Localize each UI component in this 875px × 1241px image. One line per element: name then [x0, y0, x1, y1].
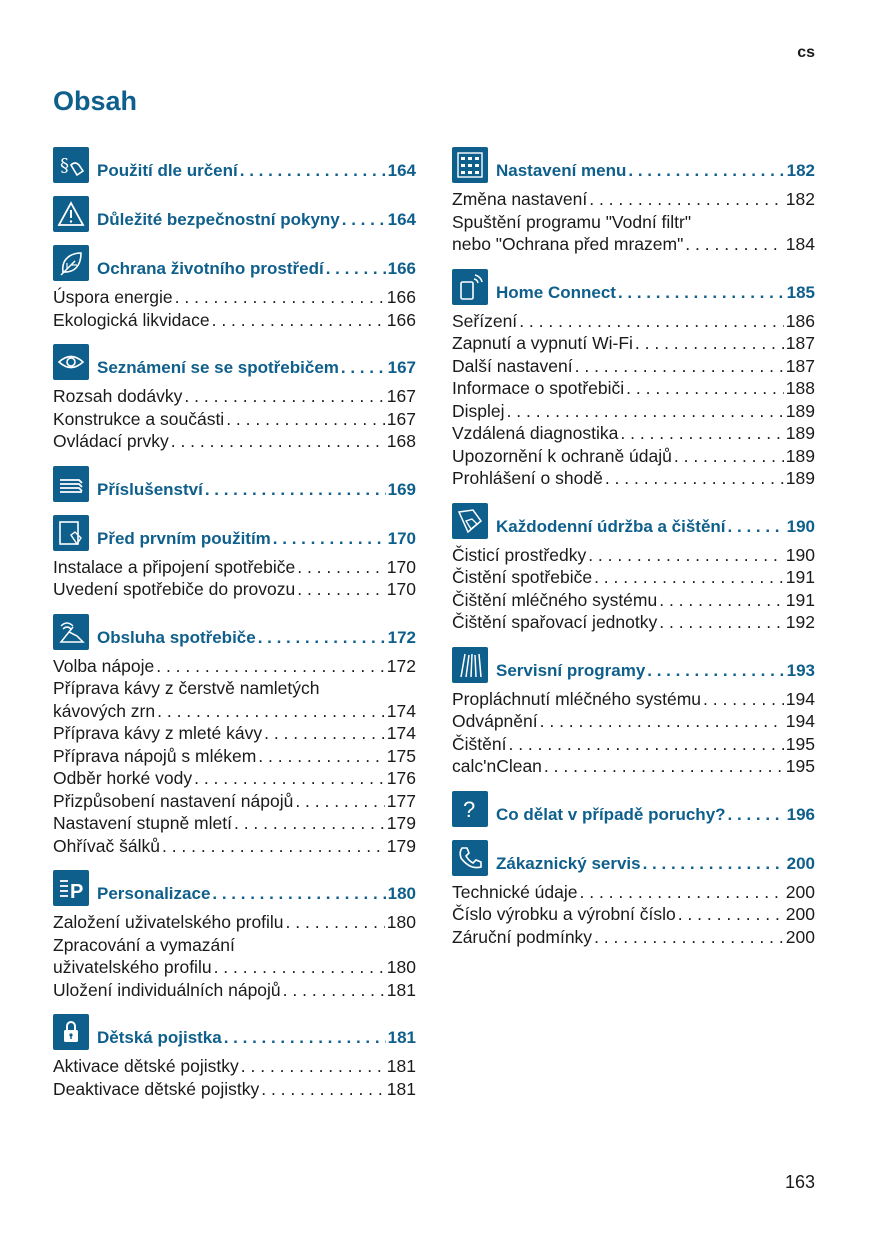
toc-entry[interactable] — [53, 578, 416, 601]
entry-page: 190 — [785, 544, 815, 565]
toc-entry[interactable] — [452, 188, 815, 211]
entry-page: 191 — [785, 589, 815, 610]
section-title: Použití dle určení — [97, 161, 238, 180]
entry-page: 167 — [386, 386, 416, 406]
manual-book-icon — [53, 515, 89, 551]
leader-dots — [194, 767, 385, 790]
entry-text-line: Příprava kávy z čerstvě namletých — [53, 678, 320, 698]
entry-text: Změna nastavení — [452, 189, 588, 209]
entry-page: 168 — [386, 431, 416, 451]
entry-text: Propláchnutí mléčného systému — [452, 688, 702, 709]
section-heading[interactable] — [53, 464, 416, 502]
entry-text: Čistění spotřebiče — [452, 567, 593, 587]
toc-entry[interactable] — [53, 408, 416, 431]
leader-dots — [261, 1078, 385, 1101]
leaf-icon — [53, 245, 89, 281]
leader-dots — [286, 911, 385, 934]
entry-page: 181 — [386, 1056, 416, 1076]
entry-text: Displej — [452, 400, 505, 421]
toc-section-kazdodenni-udrzba-a-cisteni — [452, 501, 815, 634]
toc-entry[interactable] — [452, 710, 815, 733]
section-heading[interactable] — [53, 513, 416, 551]
entry-text: Záruční podmínky — [452, 926, 593, 947]
entry-page: 166 — [386, 309, 416, 330]
entry-text: Upozornění k ochraně údajů — [452, 445, 672, 466]
entry-text: calc'nClean — [452, 756, 542, 776]
toc-entry[interactable] — [53, 309, 416, 332]
entry-text: Ovládací prvky — [53, 431, 169, 451]
entry-text: Aktivace dětské pojistky — [53, 1056, 239, 1076]
leader-dots — [184, 385, 384, 408]
leader-dots — [580, 881, 784, 904]
section-heading[interactable] — [452, 645, 815, 683]
section-heading[interactable] — [452, 838, 815, 876]
entry-page: 184 — [785, 234, 815, 254]
telephone-icon — [452, 840, 488, 876]
leader-dots — [157, 700, 385, 723]
section-title: Co dělat v případě poruchy? — [496, 804, 726, 824]
toc-entry[interactable] — [53, 911, 416, 934]
toc-entry[interactable] — [452, 611, 815, 634]
section-heading[interactable] — [53, 194, 416, 232]
leader-dots — [175, 286, 385, 309]
entry-text: Příprava nápojů s mlékem — [53, 745, 257, 766]
svg-text:?: ? — [463, 796, 476, 822]
entry-page: 194 — [785, 711, 815, 731]
toc-entry[interactable] — [452, 688, 815, 711]
section-title: Seznámení se se spotřebičem — [97, 358, 339, 377]
page-title: Obsah — [53, 86, 138, 116]
leader-dots — [258, 745, 385, 768]
leader-dots — [728, 805, 785, 825]
personalization-p-icon — [53, 870, 89, 906]
toc-entry[interactable] — [452, 926, 815, 949]
entry-page: 181 — [386, 979, 416, 1000]
entry-text: Založení uživatelského profilu — [53, 912, 284, 932]
toc-section-servisni-programy — [452, 645, 815, 778]
toc-section-pred-prvnim-pouzitim — [53, 513, 416, 601]
section-heading[interactable] — [452, 267, 815, 305]
entry-page: 194 — [785, 688, 815, 709]
entry-text: Čisticí prostředky — [452, 544, 587, 565]
leader-dots — [295, 790, 384, 813]
toc-section-seznameni-se-se-spotrebicem — [53, 342, 416, 453]
leader-dots — [326, 259, 386, 279]
entry-text: Odvápnění — [452, 711, 538, 731]
entry-page: 195 — [785, 756, 815, 776]
entry-page: 189 — [785, 445, 815, 466]
entry-page: 179 — [386, 835, 416, 856]
entry-page: 180 — [386, 912, 416, 932]
entry-page: 167 — [386, 408, 416, 429]
toc-entry[interactable] — [452, 881, 815, 904]
entry-page: 188 — [785, 378, 815, 398]
section-page: 190 — [786, 516, 815, 536]
leader-dots — [234, 812, 385, 835]
entry-page: 187 — [785, 333, 815, 353]
entry-page: 200 — [785, 904, 815, 924]
toc-right-column — [452, 145, 815, 959]
entry-text: Čištění spařovací jednotky — [452, 612, 658, 632]
section-page: 182 — [786, 161, 815, 180]
leader-dots — [544, 755, 784, 778]
section-heading[interactable] — [53, 1012, 416, 1050]
toc-section-pouziti-dle-urceni — [53, 145, 416, 183]
svg-text:P: P — [70, 881, 84, 902]
toc-entry[interactable] — [452, 332, 815, 355]
section-heading[interactable] — [53, 243, 416, 281]
toc-entry[interactable] — [53, 956, 416, 979]
section-title: Před prvním použitím — [97, 528, 271, 548]
section-page: 172 — [387, 627, 416, 647]
leader-dots — [241, 1055, 385, 1078]
toc-entry[interactable] — [53, 286, 416, 309]
entry-page: 174 — [386, 700, 416, 721]
leader-dots — [212, 309, 385, 332]
leader-dots — [273, 529, 386, 549]
leader-dots — [171, 430, 385, 453]
section-title: Personalizace — [97, 884, 211, 903]
entry-page: 189 — [785, 423, 815, 443]
entry-text: Deaktivace dětské pojistky — [53, 1078, 260, 1099]
entry-text: kávových zrn — [53, 700, 156, 721]
section-heading[interactable] — [452, 789, 815, 827]
toc-entry[interactable] — [53, 979, 416, 1002]
leader-dots — [162, 835, 385, 858]
eye-icon — [53, 344, 89, 380]
entry-text-line: Spuštění programu "Vodní filtr" — [452, 211, 692, 232]
toc-section-detska-pojistka — [53, 1012, 416, 1100]
leader-dots — [540, 710, 784, 733]
toc-entry[interactable] — [452, 310, 815, 333]
entry-text: Instalace a připojení spotřebiče — [53, 556, 296, 577]
entry-text: Ekologická likvidace — [53, 309, 210, 330]
leader-dots — [156, 655, 385, 678]
toc-section-ochrana-zivotniho-prostredi — [53, 243, 416, 331]
toc-entry[interactable] — [452, 445, 815, 468]
leader-dots — [519, 310, 784, 333]
leader-dots — [589, 188, 784, 211]
leader-dots — [240, 161, 386, 181]
entry-page: 187 — [785, 355, 815, 376]
entry-text: Příprava kávy z mleté kávy — [53, 723, 263, 743]
toc-entry[interactable] — [53, 655, 416, 678]
section-page: 167 — [387, 358, 416, 377]
entry-text: Informace o spotřebiči — [452, 378, 625, 398]
leader-dots — [594, 566, 784, 589]
entry-page: 195 — [785, 733, 815, 754]
section-title: Zákaznický servis — [496, 853, 641, 873]
toc-section-zakaznicky-servis — [452, 838, 815, 949]
entry-text: Úspora energie — [53, 287, 173, 307]
toc-section-nastaveni-menu — [452, 145, 815, 256]
entry-page: 170 — [386, 579, 416, 599]
leader-dots — [628, 161, 784, 181]
toc-entry[interactable] — [53, 790, 416, 813]
section-title: Nastavení menu — [496, 161, 627, 180]
language-code: cs — [797, 44, 815, 61]
section-page: 166 — [387, 259, 416, 278]
service-program-icon — [452, 647, 488, 683]
leader-dots — [575, 355, 784, 378]
leader-dots — [508, 733, 783, 756]
section-heading[interactable] — [53, 145, 416, 183]
entry-page: 182 — [785, 189, 815, 209]
toc-entry[interactable] — [452, 903, 815, 926]
leader-dots — [678, 903, 784, 926]
leader-dots — [258, 628, 386, 648]
leader-dots — [643, 854, 785, 874]
toc-entry[interactable] — [452, 544, 815, 567]
toc-section-home-connect — [452, 267, 815, 490]
section-page: 164 — [387, 210, 416, 229]
section-page: 170 — [387, 528, 416, 548]
question-mark-icon — [452, 791, 488, 827]
toc-entry[interactable] — [53, 812, 416, 835]
entry-text: Prohlášení o shodě — [452, 468, 603, 488]
toc-section-personalizace — [53, 868, 416, 1001]
padlock-icon — [53, 1014, 89, 1050]
menu-grid-icon — [452, 147, 488, 183]
section-page: 169 — [387, 479, 416, 499]
leader-dots — [647, 661, 784, 681]
entry-text: Seřízení — [452, 310, 518, 331]
home-connect-icon — [452, 269, 488, 305]
toc-entry[interactable] — [53, 767, 416, 790]
entry-text: Číslo výrobku a výrobní číslo — [452, 904, 676, 924]
leader-dots — [341, 358, 386, 378]
section-page: 196 — [786, 804, 815, 824]
entry-page: 189 — [785, 400, 815, 421]
entry-page: 200 — [785, 926, 815, 947]
section-page: 185 — [786, 282, 815, 302]
entry-text: Volba nápoje — [53, 655, 155, 676]
svg-text:§: § — [60, 155, 69, 176]
toc-entry[interactable] — [53, 556, 416, 579]
entry-text: Ohřívač šálků — [53, 835, 160, 856]
leader-dots — [728, 517, 785, 537]
entry-page: 175 — [386, 745, 416, 766]
section-page: 181 — [387, 1028, 416, 1047]
entry-page: 170 — [386, 556, 416, 577]
paragraph-hand-icon — [53, 147, 89, 183]
section-heading[interactable] — [53, 342, 416, 380]
toc-entry[interactable] — [452, 589, 815, 612]
entry-text: Čištění mléčného systému — [452, 589, 658, 610]
toc-entry[interactable] — [452, 566, 815, 589]
leader-dots — [659, 611, 784, 634]
section-title: Příslušenství — [97, 479, 203, 499]
entry-page: 181 — [386, 1078, 416, 1099]
toc-left-column — [53, 145, 416, 1111]
section-page: 193 — [786, 660, 815, 680]
section-heading[interactable] — [53, 612, 416, 650]
leader-dots — [283, 979, 385, 1002]
section-heading[interactable] — [452, 501, 815, 539]
toc-entry[interactable] — [452, 377, 815, 400]
leader-dots — [620, 422, 783, 445]
toc-section-obsluha-spotrebice — [53, 612, 416, 858]
entry-page: 192 — [785, 612, 815, 632]
accessories-stack-icon — [53, 466, 89, 502]
section-page: 200 — [786, 853, 815, 873]
entry-text: Konstrukce a součásti — [53, 408, 225, 429]
leader-dots — [659, 589, 784, 612]
section-page: 164 — [387, 161, 416, 180]
leader-dots — [342, 210, 386, 230]
entry-text: Zapnutí a vypnutí Wi-Fi — [452, 333, 633, 353]
toc-entry[interactable] — [53, 722, 416, 745]
entry-page: 200 — [785, 881, 815, 902]
entry-page: 189 — [785, 468, 815, 488]
entry-text: Technické údaje — [452, 881, 578, 902]
entry-text: nebo "Ochrana před mrazem" — [452, 234, 684, 254]
leader-dots — [635, 332, 784, 355]
entry-text: Další nastavení — [452, 355, 573, 376]
toc-entry[interactable] — [452, 355, 815, 378]
entry-page: 179 — [386, 813, 416, 833]
section-title: Ochrana životního prostředí — [97, 259, 324, 278]
section-page: 180 — [387, 884, 416, 903]
toc-entry[interactable] — [53, 1055, 416, 1078]
toc-entry[interactable] — [452, 733, 815, 756]
warning-triangle-icon — [53, 196, 89, 232]
entry-page: 177 — [386, 790, 416, 811]
entry-text: Rozsah dodávky — [53, 386, 183, 406]
leader-dots — [685, 233, 784, 256]
page-number: 163 — [784, 1172, 815, 1192]
section-heading[interactable] — [53, 868, 416, 906]
entry-text: Přizpůsobení nastavení nápojů — [53, 790, 294, 811]
section-title: Každodenní údržba a čištění — [496, 516, 726, 536]
entry-text: uživatelského profilu — [53, 957, 212, 977]
leader-dots — [264, 722, 385, 745]
toc-entry[interactable] — [452, 400, 815, 423]
toc-entry[interactable] — [452, 755, 815, 778]
toc-entry[interactable] — [452, 233, 815, 256]
entry-text: Odběr horké vody — [53, 768, 193, 788]
section-title: Důležité bezpečnostní pokyny — [97, 210, 340, 229]
leader-dots — [224, 1028, 386, 1048]
entry-text: Vzdálená diagnostika — [452, 423, 619, 443]
toc-entry[interactable] — [53, 385, 416, 408]
toc-section-prislusenstvi — [53, 464, 416, 502]
leader-dots — [594, 926, 784, 949]
toc-section-dulezite-bezpecnostni-pokyny — [53, 194, 416, 232]
toc-entry[interactable] — [53, 430, 416, 453]
section-title: Home Connect — [496, 282, 616, 302]
entry-page: 176 — [386, 768, 416, 788]
leader-dots — [703, 688, 784, 711]
toc-entry[interactable] — [452, 422, 815, 445]
leader-dots — [214, 956, 385, 979]
leader-dots — [212, 884, 385, 904]
leader-dots — [205, 480, 386, 500]
toc-entry[interactable] — [53, 745, 416, 768]
entry-page: 180 — [386, 957, 416, 977]
leader-dots — [507, 400, 784, 423]
cleaning-cloth-icon — [452, 503, 488, 539]
entry-text: Uvedení spotřebiče do provozu — [53, 579, 296, 599]
entry-page: 172 — [386, 655, 416, 676]
toc-entry[interactable] — [53, 1078, 416, 1101]
entry-text: Čištění — [452, 733, 507, 754]
entry-page: 191 — [785, 567, 815, 587]
toc-entry[interactable] — [452, 467, 815, 490]
entry-text: Uložení individuálních nápojů — [53, 979, 281, 1000]
entry-page: 186 — [785, 310, 815, 331]
section-title: Servisní programy — [496, 660, 646, 680]
toc-entry[interactable] — [53, 835, 416, 858]
section-title: Obsluha spotřebiče — [97, 627, 256, 647]
leader-dots — [626, 377, 784, 400]
leader-dots — [226, 408, 385, 431]
toc-section-co-delat-v-pripade-poruchy — [452, 789, 815, 827]
leader-dots — [297, 578, 385, 601]
leader-dots — [588, 544, 784, 567]
entry-page: 174 — [386, 723, 416, 743]
leader-dots — [605, 467, 784, 490]
leader-dots — [297, 556, 385, 579]
leader-dots — [618, 283, 785, 303]
entry-page: 166 — [386, 287, 416, 307]
hand-operation-icon — [53, 614, 89, 650]
section-title: Dětská pojistka — [97, 1028, 222, 1047]
entry-text-line: Zpracování a vymazání — [53, 934, 235, 955]
toc-entry[interactable] — [53, 700, 416, 723]
entry-text: Nastavení stupně mletí — [53, 813, 232, 833]
section-heading[interactable] — [452, 145, 815, 183]
leader-dots — [674, 445, 784, 468]
